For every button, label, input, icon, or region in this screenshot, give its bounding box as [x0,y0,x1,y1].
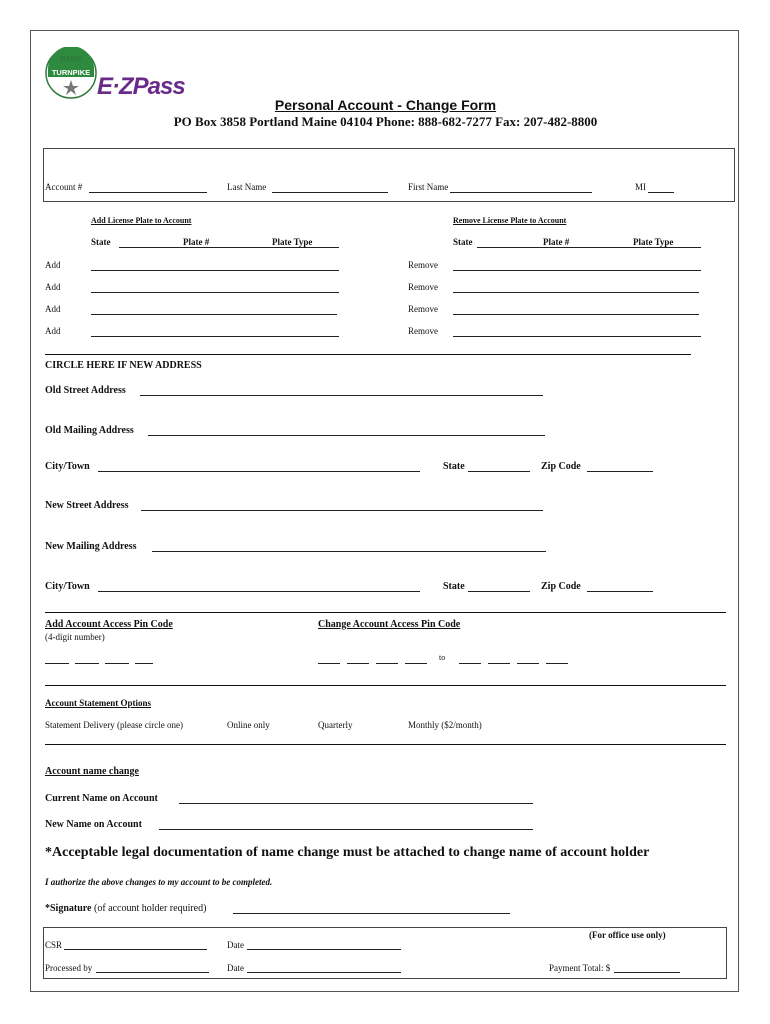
new-state-label: State [443,581,465,592]
remove-row-2-label: Remove [408,282,438,292]
remove-row-2-field[interactable] [453,292,699,293]
old-state-field[interactable] [468,471,530,472]
circle-new-address-label: CIRCLE HERE IF NEW ADDRESS [45,360,202,371]
page-subtitle: PO Box 3858 Portland Maine 04104 Phone: 888-682-7277 Fax: 207-482-8800 [173,114,598,129]
current-name-field[interactable] [179,803,533,804]
signature-label [45,903,206,914]
old-street-label: Old Street Address [45,385,126,396]
old-mailing-label: Old Mailing Address [45,425,134,436]
new-street-field[interactable] [141,510,543,511]
new-mailing-label: New Mailing Address [45,541,137,552]
old-mailing-field[interactable] [148,435,545,436]
new-zip-label: Zip Code [541,581,581,592]
signature-label-bold: *Signature [45,903,92,914]
remove-row-1-label: Remove [408,260,438,270]
old-pin-digit-4[interactable] [405,663,427,664]
name-change-title: Account name change [45,766,139,777]
date-field-1[interactable] [247,949,401,950]
last-name-label: Last Name [227,182,267,192]
account-number-label: Account # [45,182,83,192]
new-pin-digit-2[interactable] [488,663,510,664]
old-city-field[interactable] [98,471,420,472]
svg-text:TURNPIKE: TURNPIKE [51,68,91,77]
first-name-label: First Name [408,182,449,192]
statement-options-title: Account Statement Options [45,698,151,708]
statement-online-option[interactable]: Online only [227,720,270,730]
last-name-field[interactable] [272,192,388,193]
add-pin-digit-2[interactable] [75,663,99,664]
remove-col-type: Plate Type [633,237,674,247]
remove-col-state: State [453,237,473,247]
remove-row-3-label: Remove [408,304,438,314]
svg-text:E·ZPass: E·ZPass [97,73,185,99]
add-row-2-label: Add [45,282,61,292]
add-row-1-label: Add [45,260,61,270]
remove-row-4-label: Remove [408,326,438,336]
remove-row-1-field[interactable] [453,270,701,271]
add-header-underline [119,247,339,248]
change-pin-title: Change Account Access Pin Code [318,619,461,630]
signature-label-note: (of account holder required) [94,903,207,914]
new-mailing-field[interactable] [152,551,546,552]
date-field-2[interactable] [247,972,401,973]
section-divider-3 [45,685,726,686]
old-zip-field[interactable] [587,471,653,472]
section-divider-2 [45,612,726,613]
csr-label: CSR [45,940,63,950]
statement-quarterly-option[interactable]: Quarterly [318,720,353,730]
add-row-2-field[interactable] [91,292,339,293]
processed-by-field[interactable] [96,972,209,973]
new-street-label: New Street Address [45,500,129,511]
old-pin-digit-3[interactable] [376,663,398,664]
old-state-label: State [443,461,465,472]
authorize-statement: I authorize the above changes to my account to be completed. [45,877,273,887]
add-col-state: State [91,237,111,247]
payment-total-label: Payment Total: $ [549,963,611,973]
pin-to-label: to [439,653,446,662]
payment-total-field[interactable] [614,972,680,973]
remove-row-4-field[interactable] [453,336,701,337]
statement-monthly-option[interactable]: Monthly ($2/month) [408,720,482,730]
new-state-field[interactable] [468,591,530,592]
legal-documentation-notice: *Acceptable legal documentation of name change must be attached to change name of account holder [45,845,650,860]
add-pin-title: Add Account Access Pin Code [45,619,173,630]
csr-field[interactable] [64,949,207,950]
old-street-field[interactable] [140,395,543,396]
current-name-label: Current Name on Account [45,793,158,804]
section-divider-1 [45,354,691,355]
add-pin-digit-4[interactable] [135,663,153,664]
date-label-2: Date [227,963,244,973]
add-pin-digit-1[interactable] [45,663,69,664]
remove-row-3-field[interactable] [453,314,699,315]
svg-text:MAINE: MAINE [59,56,83,63]
new-pin-digit-4[interactable] [546,663,568,664]
remove-plate-header: Remove License Plate to Account [453,216,567,225]
form-page [30,30,739,992]
add-plate-header: Add License Plate to Account [91,216,192,225]
statement-delivery-label: Statement Delivery (please circle one) [45,720,183,730]
mi-field[interactable] [648,192,674,193]
add-row-4-field[interactable] [91,336,339,337]
first-name-field[interactable] [450,192,592,193]
new-city-field[interactable] [98,591,420,592]
office-use-title: (For office use only) [589,930,666,940]
new-name-label: New Name on Account [45,819,142,830]
processed-by-label: Processed by [45,963,93,973]
remove-header-underline [477,247,701,248]
account-info-box [43,148,735,202]
add-row-3-label: Add [45,304,61,314]
old-city-label: City/Town [45,461,90,472]
ezpass-logo-icon [95,73,213,99]
add-pin-note: (4-digit number) [45,632,105,642]
add-col-type: Plate Type [272,237,313,247]
new-pin-digit-1[interactable] [459,663,481,664]
date-label-1: Date [227,940,244,950]
add-row-4-label: Add [45,326,61,336]
old-pin-digit-2[interactable] [347,663,369,664]
remove-col-plate: Plate # [543,237,570,247]
new-city-label: City/Town [45,581,90,592]
old-pin-digit-1[interactable] [318,663,340,664]
add-row-3-field[interactable] [91,314,337,315]
mi-label: MI [635,182,646,192]
add-row-1-field[interactable] [91,270,339,271]
new-name-field[interactable] [159,829,533,830]
maine-turnpike-seal-icon [45,47,97,99]
signature-field[interactable] [233,913,510,914]
old-zip-label: Zip Code [541,461,581,472]
page-title: Personal Account - Change Form [274,97,497,113]
account-number-field[interactable] [89,192,207,193]
new-zip-field[interactable] [587,591,653,592]
new-pin-digit-3[interactable] [517,663,539,664]
add-col-plate: Plate # [183,237,210,247]
section-divider-4 [45,744,726,745]
add-pin-digit-3[interactable] [105,663,129,664]
